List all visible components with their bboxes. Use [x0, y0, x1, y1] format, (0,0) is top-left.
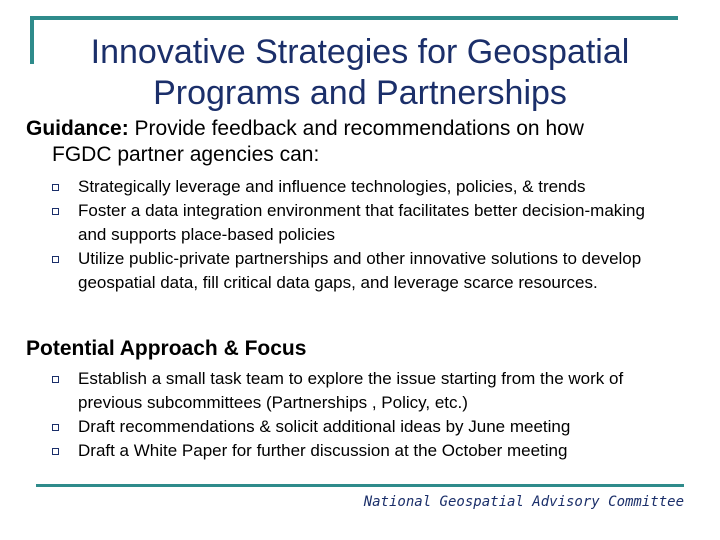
bullet-text: Foster a data integration environment that facilitates better decision-making and supports place-based policies — [78, 201, 645, 244]
left-frame-rule — [30, 16, 34, 64]
list-item — [52, 415, 672, 439]
list-item — [52, 439, 672, 463]
slide-title: Innovative Strategies for Geospatial Programs and Partnerships — [90, 33, 630, 112]
list-item — [52, 247, 672, 295]
hollow-square-icon — [52, 184, 59, 191]
footer-text: National Geospatial Advisory Committee — [363, 494, 684, 510]
list-item — [52, 175, 672, 199]
guidance-heading — [26, 116, 686, 168]
approach-bullet-list — [52, 367, 672, 463]
hollow-square-icon — [52, 448, 59, 455]
guidance-label: Guidance: — [26, 117, 129, 140]
bullet-text: Utilize public-private partnerships and other innovative solutions to develop geospatial data, fill critical data gaps, and leverage scarce resources. — [78, 249, 642, 292]
guidance-text-line1: Provide feedback and recommendations on how — [134, 117, 584, 140]
bullet-text: Strategically leverage and influence technologies, policies, & trends — [78, 177, 586, 196]
approach-heading: Potential Approach & Focus — [26, 337, 307, 360]
hollow-square-icon — [52, 424, 59, 431]
list-item — [52, 367, 672, 415]
guidance-text-line2: FGDC partner agencies can: — [52, 143, 320, 166]
hollow-square-icon — [52, 208, 59, 215]
bullet-text: Establish a small task team to explore the issue starting from the work of previous subcommittees (Partnerships , Policy, etc.) — [78, 369, 624, 412]
bullet-text: Draft a White Paper for further discussion at the October meeting — [78, 441, 568, 460]
hollow-square-icon — [52, 256, 59, 263]
bullet-text: Draft recommendations & solicit additional ideas by June meeting — [78, 417, 571, 436]
list-item — [52, 199, 672, 247]
guidance-bullet-list — [52, 175, 672, 295]
footer-rule — [36, 484, 684, 487]
top-frame-rule — [30, 16, 678, 20]
hollow-square-icon — [52, 376, 59, 383]
